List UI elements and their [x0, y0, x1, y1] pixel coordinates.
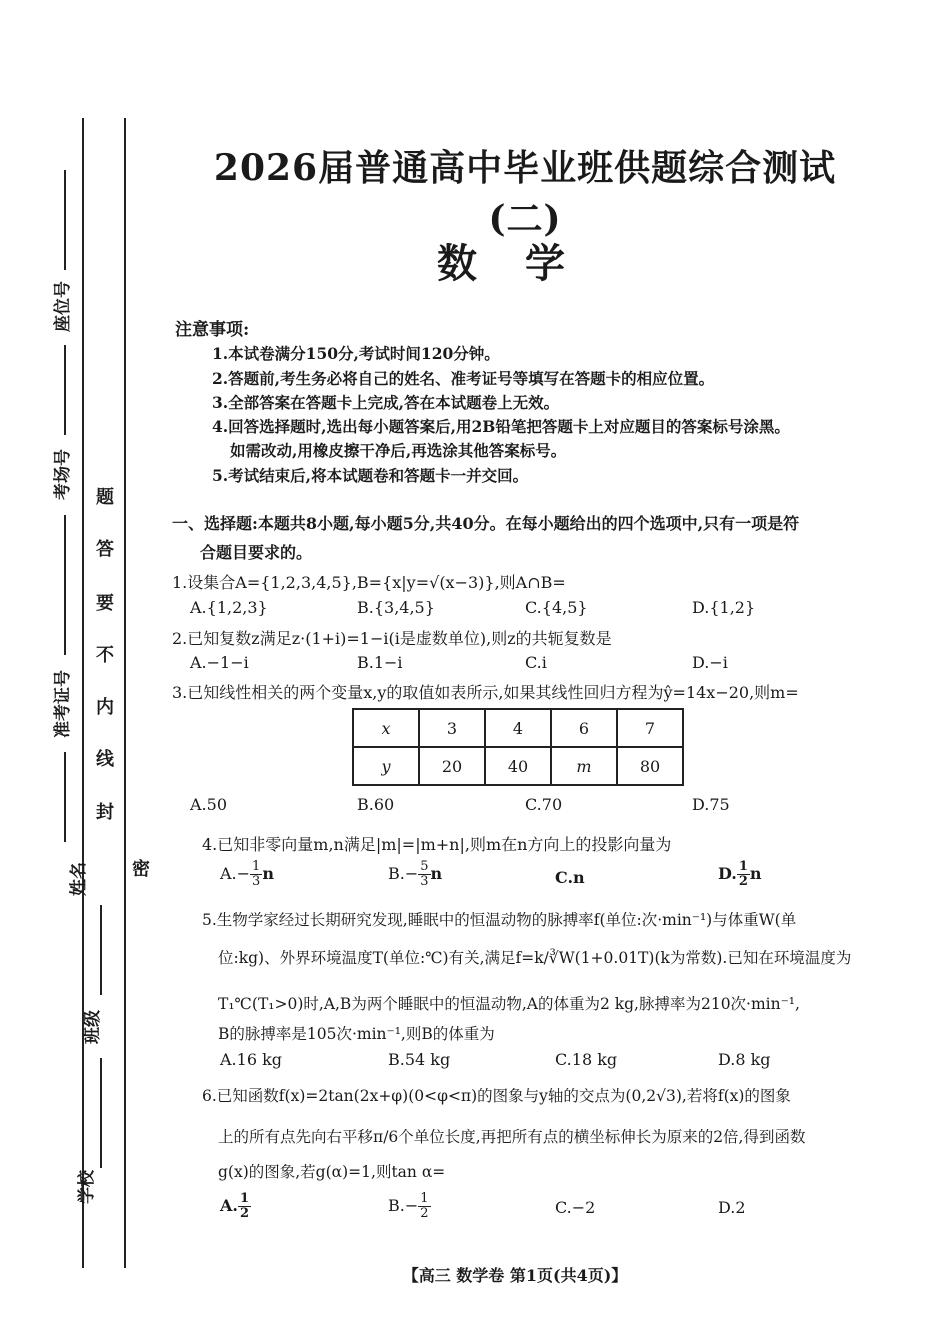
- seal-char: 线: [96, 749, 114, 770]
- notice-item: 5.考试结束后,将本试题卷和答题卡一并交回。: [212, 466, 529, 485]
- q4-d-den: 2: [738, 874, 748, 889]
- school-blank: [100, 1058, 102, 1168]
- name-blank: [64, 752, 66, 842]
- class-label: 班级: [83, 1010, 103, 1044]
- q6-option-d: D.2: [718, 1198, 746, 1217]
- seat-number-blank: [64, 170, 66, 270]
- q1-option-b: B.{3,4,5}: [357, 598, 435, 617]
- school-label: 学校: [77, 1170, 97, 1204]
- q5-option-b: B.54 kg: [388, 1050, 451, 1069]
- q6-b-fraction: [418, 1192, 430, 1221]
- q4-b-den: 3: [420, 874, 429, 889]
- q5-option-d: D.8 kg: [718, 1050, 771, 1069]
- seal-char: 答: [96, 539, 114, 560]
- notice-item: 4.回答选择题时,选出每小题答案后,用2B铅笔把答题卡上对应题目的答案标号涂黑。: [212, 417, 790, 436]
- q6-a-den: 2: [239, 1206, 250, 1221]
- table-cell: 3: [419, 709, 485, 747]
- table-cell: m: [551, 747, 617, 785]
- secret-char: 密: [132, 859, 150, 880]
- table-row: [353, 747, 683, 785]
- q6-a-fraction: [238, 1192, 251, 1221]
- section-heading: 一、选择题:本题共8小题,每小题5分,共40分。在每小题给出的四个选项中,只有一项是符: [172, 514, 800, 533]
- seal-char: 内: [96, 697, 114, 718]
- table-cell: 7: [617, 709, 683, 747]
- q4-b-suffix: n: [430, 864, 443, 883]
- page-footer: 【高三 数学卷 第1页(共4页)】: [402, 1266, 628, 1285]
- q4-b-fraction: [418, 860, 430, 889]
- question-5-line: B的脉搏率是105次·min⁻¹,则B的体重为: [218, 1025, 495, 1043]
- q1-option-c: C.{4,5}: [525, 598, 588, 617]
- question-2-stem: 2.已知复数z满足z·(1+i)=1−i(i是虚数单位),则z的共轭复数是: [172, 629, 612, 648]
- table-cell: x: [353, 709, 419, 747]
- ticket-number-label: 准考证号: [53, 670, 73, 738]
- q6-option-b: [388, 1192, 431, 1221]
- q6-b-den: 2: [420, 1206, 429, 1221]
- notice-item: 2.答题前,考生务必将自己的姓名、准考证号等填写在答题卡的相应位置。: [212, 369, 715, 388]
- q5-option-a: A.16 kg: [220, 1050, 283, 1069]
- q3-option-c: C.70: [525, 795, 563, 814]
- question-6-line: g(x)的图象,若g(α)=1,则tan α=: [218, 1163, 446, 1181]
- seat-number-label: 座位号: [53, 281, 73, 332]
- exam-title: 2026届普通高中毕业班供题综合测试(二): [213, 147, 837, 240]
- seal-char: 封: [96, 802, 114, 823]
- q3-option-a: A.50: [190, 795, 227, 814]
- table-cell: 4: [485, 709, 551, 747]
- q2-option-b: B.1−i: [357, 653, 403, 672]
- q4-d-num: 1: [738, 859, 748, 874]
- table-cell: 6: [551, 709, 617, 747]
- seal-char: 要: [96, 593, 114, 614]
- table-cell: 20: [419, 747, 485, 785]
- q4-a-den: 3: [252, 874, 261, 889]
- q4-d-fraction: [737, 860, 750, 889]
- binding-line-outer: [82, 118, 84, 1268]
- q4-b-num: 5: [420, 859, 429, 874]
- table-cell: 80: [617, 747, 683, 785]
- exam-room-label: 考场号: [53, 449, 73, 500]
- notice-item: 3.全部答案在答题卡上完成,答在本试题卷上无效。: [212, 393, 560, 412]
- notice-item: 1.本试卷满分150分,考试时间120分钟。: [212, 344, 500, 363]
- q4-d-prefix: D.: [718, 864, 737, 883]
- class-blank: [100, 905, 102, 995]
- table-cell: y: [353, 747, 419, 785]
- q3-option-b: B.60: [357, 795, 395, 814]
- q1-option-d: D.{1,2}: [692, 598, 756, 617]
- q3-data-table: [352, 708, 684, 786]
- exam-room-blank: [64, 345, 66, 435]
- q4-a-num: 1: [252, 859, 261, 874]
- seal-char: 不: [96, 645, 114, 666]
- question-5-line: 位:kg)、外界环境温度T(单位:℃)有关,满足f=k/∛W(1+0.01T)(k为常数).已知在环境温度为: [218, 949, 852, 967]
- q6-b-prefix: B.−: [388, 1196, 419, 1215]
- q6-option-c: C.−2: [555, 1198, 596, 1217]
- q6-a-num: 1: [239, 1191, 250, 1206]
- table-row: [353, 709, 683, 747]
- table-cell: 40: [485, 747, 551, 785]
- section-heading-cont: 合题目要求的。: [200, 543, 313, 562]
- ticket-number-blank: [64, 515, 66, 655]
- q2-option-d: D.−i: [692, 653, 728, 672]
- question-6-line: 6.已知函数f(x)=2tan(2x+φ)(0<φ<π)的图象与y轴的交点为(0,2√3),若将f(x)的图象: [202, 1087, 791, 1105]
- q4-b-prefix: B.−: [388, 864, 419, 883]
- q2-option-c: C.i: [525, 653, 547, 672]
- q6-a-prefix: A.: [220, 1196, 238, 1215]
- q4-option-c: C.n: [555, 868, 585, 887]
- q4-option-b: [388, 860, 442, 889]
- question-5-line: 5.生物学家经过长期研究发现,睡眠中的恒温动物的脉搏率f(单位:次·min⁻¹)与体重W(单: [202, 911, 797, 929]
- seal-char: 题: [96, 487, 114, 508]
- q4-option-a: [220, 860, 274, 889]
- q5-option-c: C.18 kg: [555, 1050, 618, 1069]
- question-6-line: 上的所有点先向右平移π/6个单位长度,再把所有点的横坐标伸长为原来的2倍,得到函数: [218, 1128, 806, 1146]
- question-4-stem: 4.已知非零向量m,n满足|m|=|m+n|,则m在n方向上的投影向量为: [202, 835, 672, 854]
- name-label: 姓名: [69, 862, 89, 896]
- notice-item: 如需改动,用橡皮擦干净后,再选涂其他答案标号。: [230, 441, 567, 460]
- q3-option-d: D.75: [692, 795, 730, 814]
- q4-a-fraction: [250, 860, 262, 889]
- question-5-line: T₁℃(T₁>0)时,A,B为两个睡眠中的恒温动物,A的体重为2 kg,脉搏率为210次·min⁻¹,: [218, 995, 800, 1013]
- notice-heading: 注意事项:: [175, 320, 250, 340]
- q1-option-a: A.{1,2,3}: [190, 598, 268, 617]
- q4-a-prefix: A.−: [220, 864, 251, 883]
- q6-option-a: [220, 1192, 251, 1221]
- q4-a-suffix: n: [262, 864, 274, 883]
- question-3-stem: 3.已知线性相关的两个变量x,y的取值如表所示,如果其线性回归方程为ŷ=14x−20,则m=: [172, 683, 799, 702]
- q4-option-d: [718, 860, 762, 889]
- q4-d-suffix: n: [749, 864, 762, 883]
- subject-title: 数学: [437, 240, 613, 287]
- q2-option-a: A.−1−i: [190, 653, 249, 672]
- question-1-stem: 1.设集合A={1,2,3,4,5},B={x|y=√(x−3)},则A∩B=: [172, 573, 566, 592]
- binding-line-inner: [124, 118, 126, 1268]
- q6-b-num: 1: [420, 1191, 429, 1206]
